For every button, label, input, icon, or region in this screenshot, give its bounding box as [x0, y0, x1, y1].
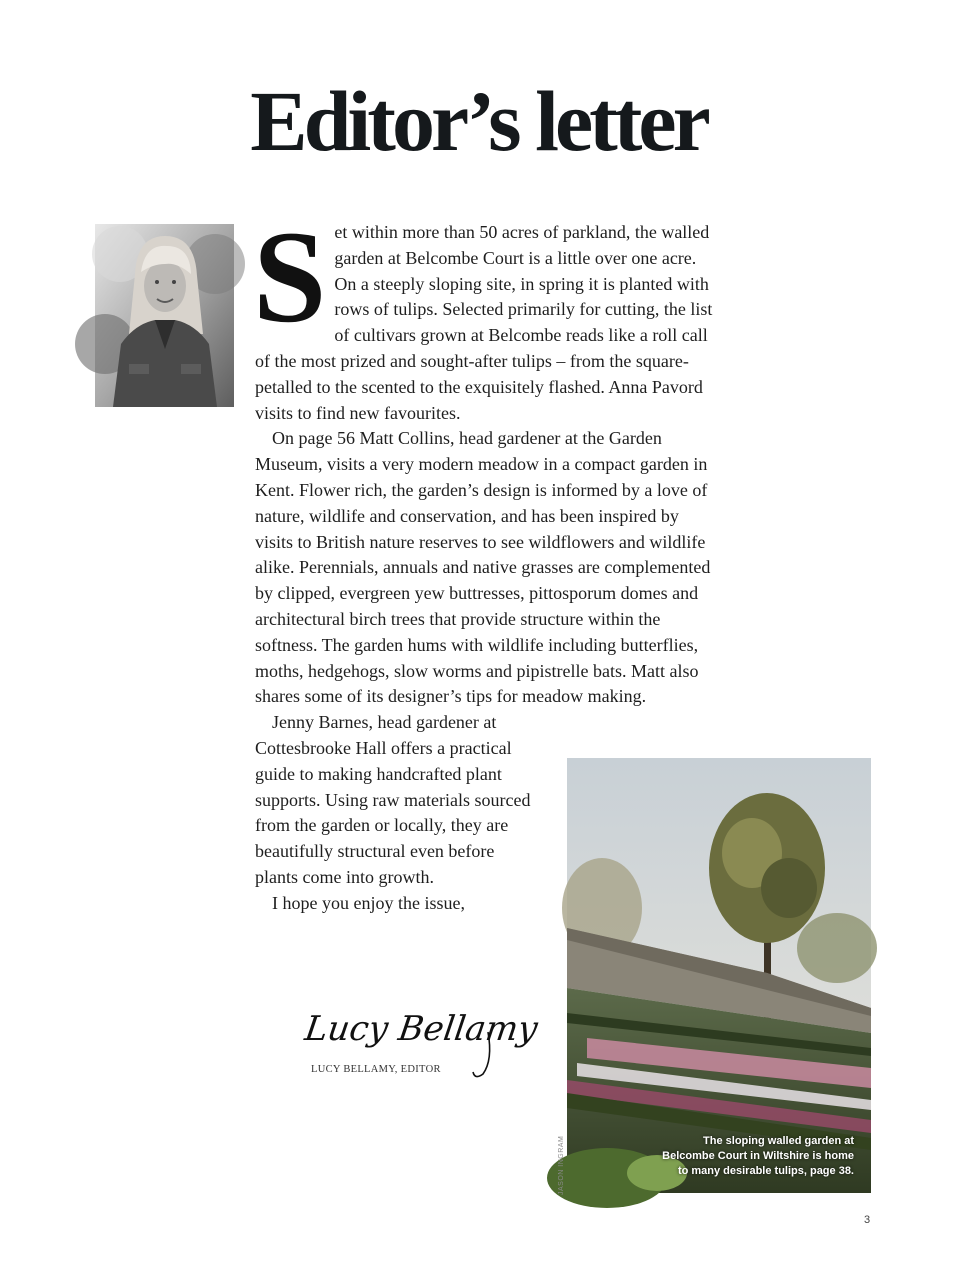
page-number: 3 [864, 1214, 871, 1226]
garden-photo [567, 758, 871, 1193]
paragraph-3: Jenny Barnes, head gardener at Cottesbrooke Hall offers a practical guide to making handcrafted plant supports. Using raw materials sourced from the garden or locally, they are beautifully structural even before plants come into growth. [255, 712, 531, 887]
paragraph-1 [253, 203, 715, 426]
drop-cap: S [253, 203, 327, 350]
photo-credit: JASON INGRAM [558, 1135, 565, 1195]
signature-script: Lucy Bellamy [302, 1009, 541, 1049]
page-title: Editor’s letter [250, 73, 707, 169]
paragraph-2: On page 56 Matt Collins, head gardener at the Garden Museum, visits a very modern meadow in a compact garden in Kent. Flower rich, the garden’s design is informed by a love of nature, wildlife and conservation, and has been inspired by visits to British nature reserves to see wildflowers and wildlife alike. Perennials, annuals and native grasses are complemented by clipped, evergreen yew buttresses, pittosporum domes and architectural birch trees that provide structure within the softness. The garden hums with wildlife including butterflies, moths, hedgehogs, slow worms and pipistrelle bats. Matt also shares some of its designer’s tips for meadow making. [255, 428, 711, 707]
paragraph-1-text: et within more than 50 acres of parkland, the walled garden at Belcombe Court is a little over one acre. On a steeply sloping site, in spring it is planted with rows of tulips. Selected primarily for cutting, the list of cultivars grown at Belcombe reads like a roll call of the most prized and sought-after tulips – from the square-petalled to the scented to the exquisitely flashed. Anna Pavord visits to find new favourites. [255, 222, 713, 423]
editor-name: LUCY BELLAMY, EDITOR [311, 1064, 441, 1075]
paragraph-4: I hope you enjoy the issue, [272, 892, 465, 913]
editor-portrait [95, 224, 234, 407]
photo-caption: The sloping walled garden at Belcombe Court in Wiltshire is home to many desirable tulips, page 38. [662, 1135, 854, 1177]
